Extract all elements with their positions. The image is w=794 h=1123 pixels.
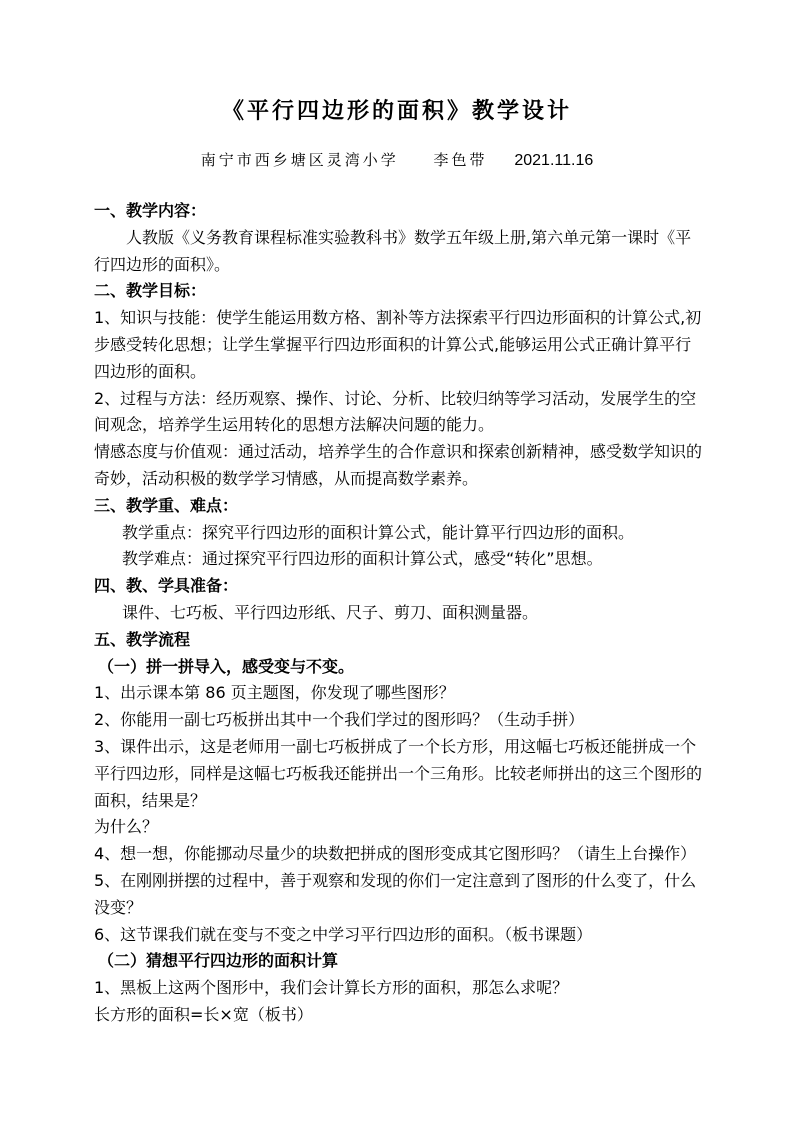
paragraph-line: 4、想一想，你能挪动尽量少的块数把拼成的图形变成其它图形吗？（请生上台操作）: [94, 844, 697, 864]
section-heading: 五、教学流程: [94, 629, 191, 649]
paragraph-line: 教学重点：探究平行四边形的面积计算公式，能计算平行四边形的面积。: [122, 522, 635, 542]
paragraph-line: 步感受转化思想；让学生掌握平行四边形面积的计算公式,能够运用公式正确计算平行: [94, 334, 692, 354]
document-date: 2021.11.16: [514, 152, 594, 169]
document-body: [94, 198, 704, 1029]
section-heading: 二、教学目标：: [94, 281, 207, 301]
paragraph-line: 情感态度与价值观：通过活动，培养学生的合作意识和探索创新精神，感受数学知识的: [94, 442, 703, 462]
paragraph-line: 1、出示课本第 86 页主题图，你发现了哪些图形？: [94, 683, 455, 703]
subsection-heading: （二）猜想平行四边形的面积计算: [98, 951, 339, 971]
paragraph-line: 2、你能用一副七巧板拼出其中一个我们学过的图形吗？（生动手拼）: [94, 710, 585, 730]
paragraph-line: 3、课件出示，这是老师用一副七巧板拼成了一个长方形，用这幅七巧板还能拼成一个: [94, 736, 697, 756]
document-title: 《平行四边形的面积》教学设计: [221, 98, 572, 124]
section-heading: 四、教、学具准备：: [94, 576, 239, 596]
paragraph-line: 四边形的面积。: [94, 361, 207, 381]
paragraph-line: 2、过程与方法：经历观察、操作、讨论、分析、比较归纳等学习活动，发展学生的空: [94, 388, 697, 408]
school-name: 南宁市西乡塘区灵湾小学: [200, 151, 399, 169]
paragraph-line: 行四边形的面积》。: [94, 254, 231, 274]
document-meta: [0, 149, 794, 170]
section-heading: 三、教学重、难点：: [94, 495, 239, 515]
paragraph-line: 间观念，培养学生运用转化的思想方法解决问题的能力。: [94, 415, 495, 435]
section-heading: 一、教学内容：: [94, 201, 207, 220]
paragraph-line: 教学难点：通过探究平行四边形的面积计算公式，感受“转化”思想。: [122, 549, 603, 569]
paragraph-line: 课件、七巧板、平行四边形纸、尺子、剪刀、面积测量器。: [122, 602, 539, 622]
paragraph-line: 为什么？: [94, 817, 159, 837]
paragraph-line: 奇妙，活动积极的数学学习情感，从而提高数学素养。: [94, 468, 479, 488]
author-name: 李色带: [433, 151, 488, 169]
paragraph-line: 6、这节课我们就在变与不变之中学习平行四边形的面积。（板书课题）: [94, 924, 593, 944]
subsection-heading: （一）拼一拼导入，感受变与不变。: [98, 656, 355, 676]
paragraph-line: 1、黑板上这两个图形中，我们会计算长方形的面积，那怎么求呢？: [94, 978, 569, 998]
paragraph-line: 1、知识与技能：使学生能运用数方格、割补等方法探索平行四边形面积的计算公式,初: [94, 308, 702, 328]
paragraph-line: 面积，结果是？: [94, 790, 207, 810]
paragraph-line: 长方形的面积=长×宽（板书）: [94, 1004, 313, 1024]
paragraph-line: 5、在刚刚拼摆的过程中，善于观察和发现的你们一定注意到了图形的什么变了，什么: [94, 870, 697, 890]
paragraph-line: 平行四边形，同样是这幅七巧板我还能拼出一个三角形。比较老师拼出的这三个图形的: [94, 763, 703, 783]
paragraph-line: 没变？: [94, 897, 143, 917]
paragraph-line: 人教版《义务教育课程标准实验教科书》数学五年级上册,第六单元第一课时《平: [126, 227, 692, 247]
